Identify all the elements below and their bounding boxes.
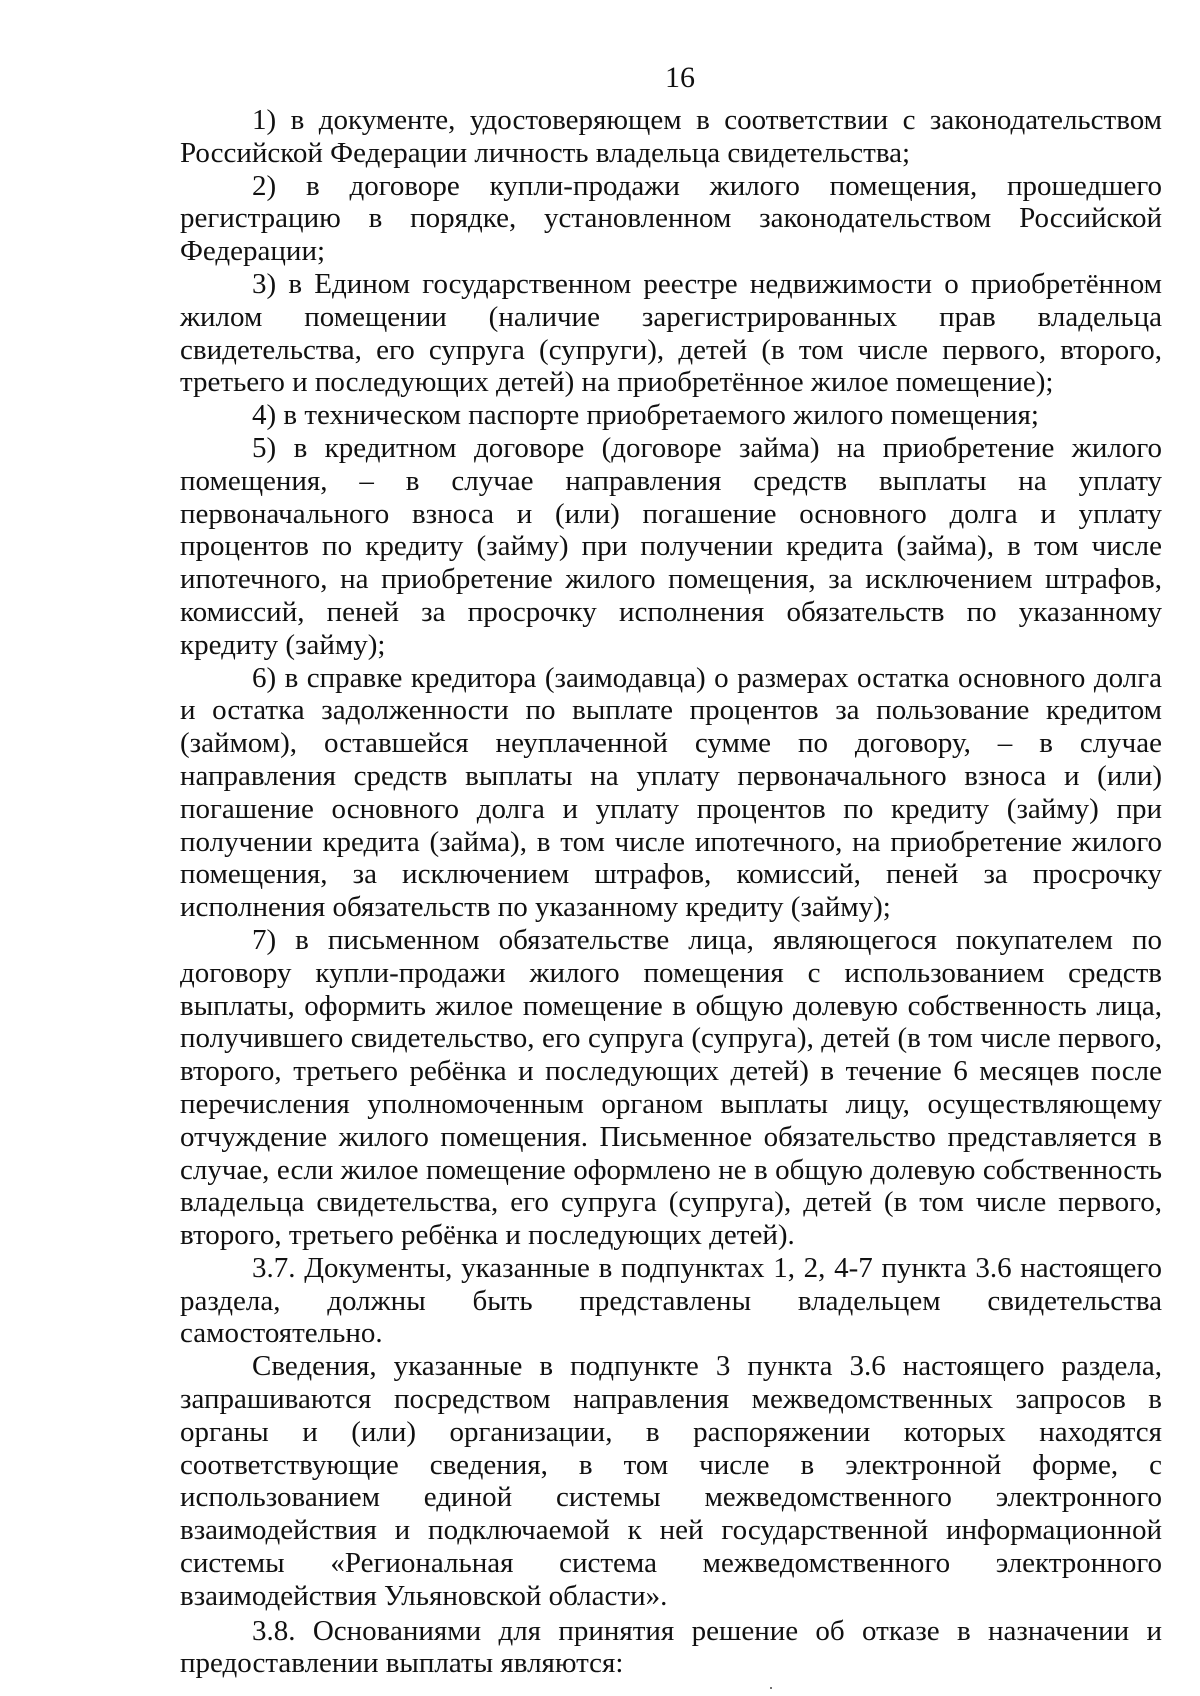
scan-artifact-dot <box>770 1687 772 1689</box>
paragraph-item-2-purchase-contract: 2) в договоре купли-продажи жилого помещения, прошедшего регистрацию в порядке, установленном законодательством Российской Федерации; <box>180 169 1162 268</box>
paragraph-item-4-technical-passport: 4) в техническом паспорте приобретаемого жилого помещения; <box>252 399 1039 432</box>
paragraph-item-5-credit-agreement: 5) в кредитном договоре (договоре займа) на приобретение жилого помещения, – в случае направления средств выплаты на уплату первоначального взноса и (или) погашение основного долга и уплату процентов по кредиту (займу) при получении кредита (займа), в том числе ипотечного, на приобретение жилого помещения, за исключением штрафов, комиссий, пеней за просрочку исполнения обязательств по указанному кредиту (займу); <box>180 431 1162 661</box>
paragraph-item-6-creditor-statement: 6) в справке кредитора (заимодавца) о размерах остатка основного долга и остатка задолженности по выплате процентов за пользование кредитом (займом), оставшейся неуплаченной сумме по договору, – в случае направления средств выплаты на уплату первоначального взноса и (или) погашение основного долга и уплату процентов по кредиту (займу) при получении кредита (займа), в том числе ипотечного, на приобретение жилого помещения, за исключением штрафов, комиссий, пеней за просрочку исполнения обязательств по указанному кредиту (займу); <box>180 661 1162 924</box>
paragraph-information-requests: Сведения, указанные в подпункте 3 пункта 3.6 настоящего раздела, запрашиваются посредством направления межведомственных запросов в органы и (или) организации, в распоряжении которых находятся соответствующие сведения, в том числе в электронной форме, с использованием единой системы межведомственного электронного взаимодействия и подключаемой к ней государственной информационной системы «Региональная система межведомственного электронного взаимодействия Ульяновской области». <box>180 1350 1162 1612</box>
page-number: 16 <box>665 61 695 94</box>
paragraph-3-8-refusal-grounds: 3.8. Основаниями для принятия решение об отказе в назначении и предоставлении выплаты являются: <box>180 1614 1162 1680</box>
document-body <box>180 104 1162 1680</box>
paragraph-item-7-written-obligation: 7) в письменном обязательстве лица, являющегося покупателем по договору купли-продажи жилого помещения с использованием средств выплаты, оформить жилое помещение в общую долевую собственность лица, получившего свидетельство, его супруга (супруга), детей (в том числе первого, второго, третьего ребёнка и последующих детей) в течение 6 месяцев после перечисления уполномоченным органом выплаты лицу, осуществляющему отчуждение жилого помещения. Письменное обязательство представляется в случае, если жилое помещение оформлено не в общую долевую собственность владельца свидетельства, его супруга (супруга), детей (в том числе первого, второго, третьего ребёнка и последующих детей). <box>180 923 1162 1252</box>
paragraph-item-1-identity-document: 1) в документе, удостоверяющем в соответствии с законодательством Российской Федерации личность владельца свидетельства; <box>180 104 1162 169</box>
paragraph-3-7-documents: 3.7. Документы, указанные в подпунктах 1, 2, 4-7 пункта 3.6 настоящего раздела, должны быть представлены владельцем свидетельства самостоятельно. <box>180 1251 1162 1350</box>
paragraph-item-3-real-estate-registry: 3) в Едином государственном реестре недвижимости о приобретённом жилом помещении (наличие зарегистрированных прав владельца свидетельства, его супруга (супруги), детей (в том числе первого, второго, третьего и последующих детей) на приобретённое жилое помещение); <box>180 267 1162 399</box>
